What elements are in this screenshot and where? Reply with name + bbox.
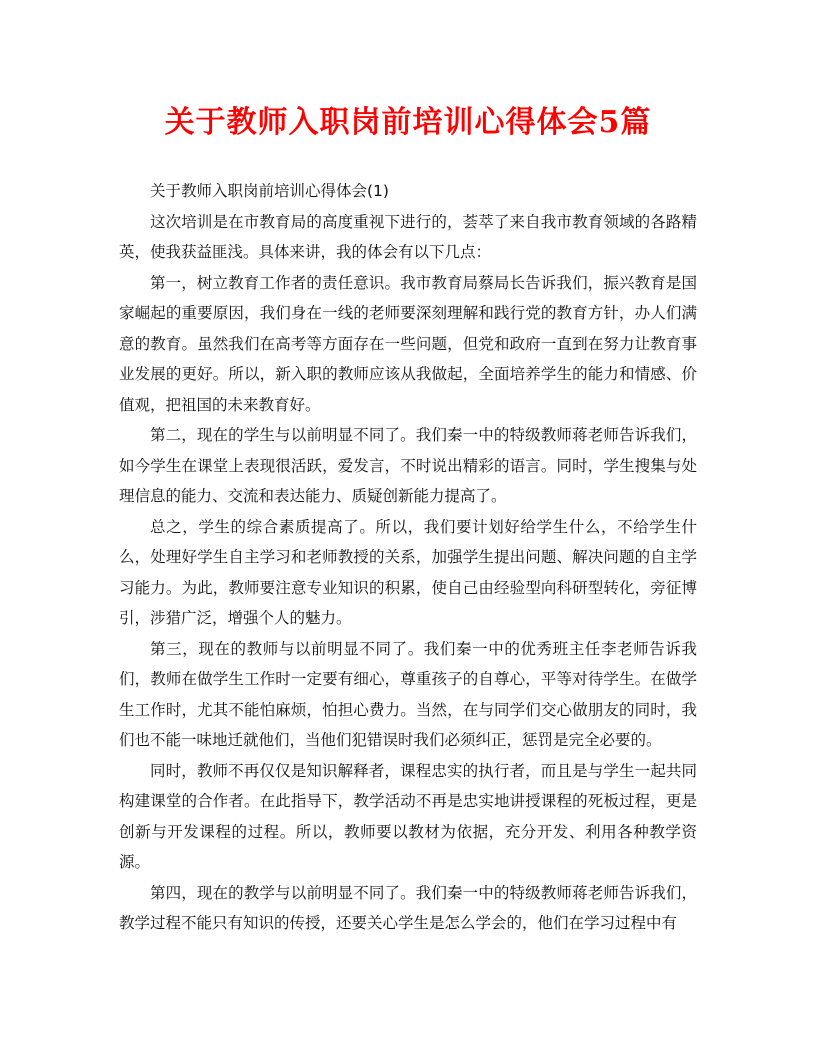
- paragraph-point-3: 第三，现在的教师与以前明显不同了。我们秦一中的优秀班主任李老师告诉我们，教师在做学生工作时一定要有细心，尊重孩子的自尊心，平等对待学生。在做学生工作时，尤其不能怕麻烦，怕担心费力。当然，在与同学们交心做朋友的同时，我们也不能一味地迁就他们，当他们犯错误时我们必须纠正，惩罚是完全必要的。: [119, 639, 697, 749]
- paragraph-intro: 这次培训是在市教育局的高度重视下进行的，荟萃了来自我市教育领域的各路精英，使我获益匪浅。具体来讲，我的体会有以下几点：: [119, 212, 697, 261]
- paragraph-teacher-role: 同时，教师不再仅仅是知识解释者，课程忠实的执行者，而且是与学生一起共同构建课堂的合作者。在此指导下，教学活动不再是忠实地讲授课程的死板过程，更是创新与开发课程的过程。所以，教师要以教材为依据，充分开发、利用各种教学资源。: [119, 761, 697, 871]
- paragraph-point-4: 第四，现在的教学与以前明显不同了。我们秦一中的特级教师蒋老师告诉我们，教学过程不能只有知识的传授，还要关心学生是怎么学会的，他们在学习过程中有: [119, 883, 697, 932]
- document-title: 关于教师入职岗前培训心得体会5篇: [164, 105, 652, 140]
- subtitle-paragraph: 关于教师入职岗前培训心得体会(1): [150, 182, 389, 200]
- document-body: [119, 176, 697, 939]
- paragraph-point-1: 第一，树立教育工作者的责任意识。我市教育局蔡局长告诉我们，振兴教育是国家崛起的重要原因，我们身在一线的老师要深刻理解和践行党的教育方针，办人们满意的教育。虽然我们在高考等方面存在一些问题，但党和政府一直到在努力让教育事业发展的更好。所以，新入职的教师应该从我做起，全面培养学生的能力和情感、价值观，把祖国的未来教育好。: [119, 273, 697, 414]
- paragraph-summary: 总之，学生的综合素质提高了。所以，我们要计划好给学生什么，不给学生什么，处理好学生自主学习和老师教授的关系，加强学生提出问题、解决问题的自主学习能力。为此，教师要注意专业知识的积累，使自己由经验型向科研型转化，旁征博引，涉猎广泛，增强个人的魅力。: [119, 517, 697, 627]
- paragraph-point-2: 第二，现在的学生与以前明显不同了。我们秦一中的特级教师蒋老师告诉我们，如今学生在课堂上表现很活跃，爱发言，不时说出精彩的语言。同时，学生搜集与处理信息的能力、交流和表达能力、质疑创新能力提高了。: [119, 426, 697, 505]
